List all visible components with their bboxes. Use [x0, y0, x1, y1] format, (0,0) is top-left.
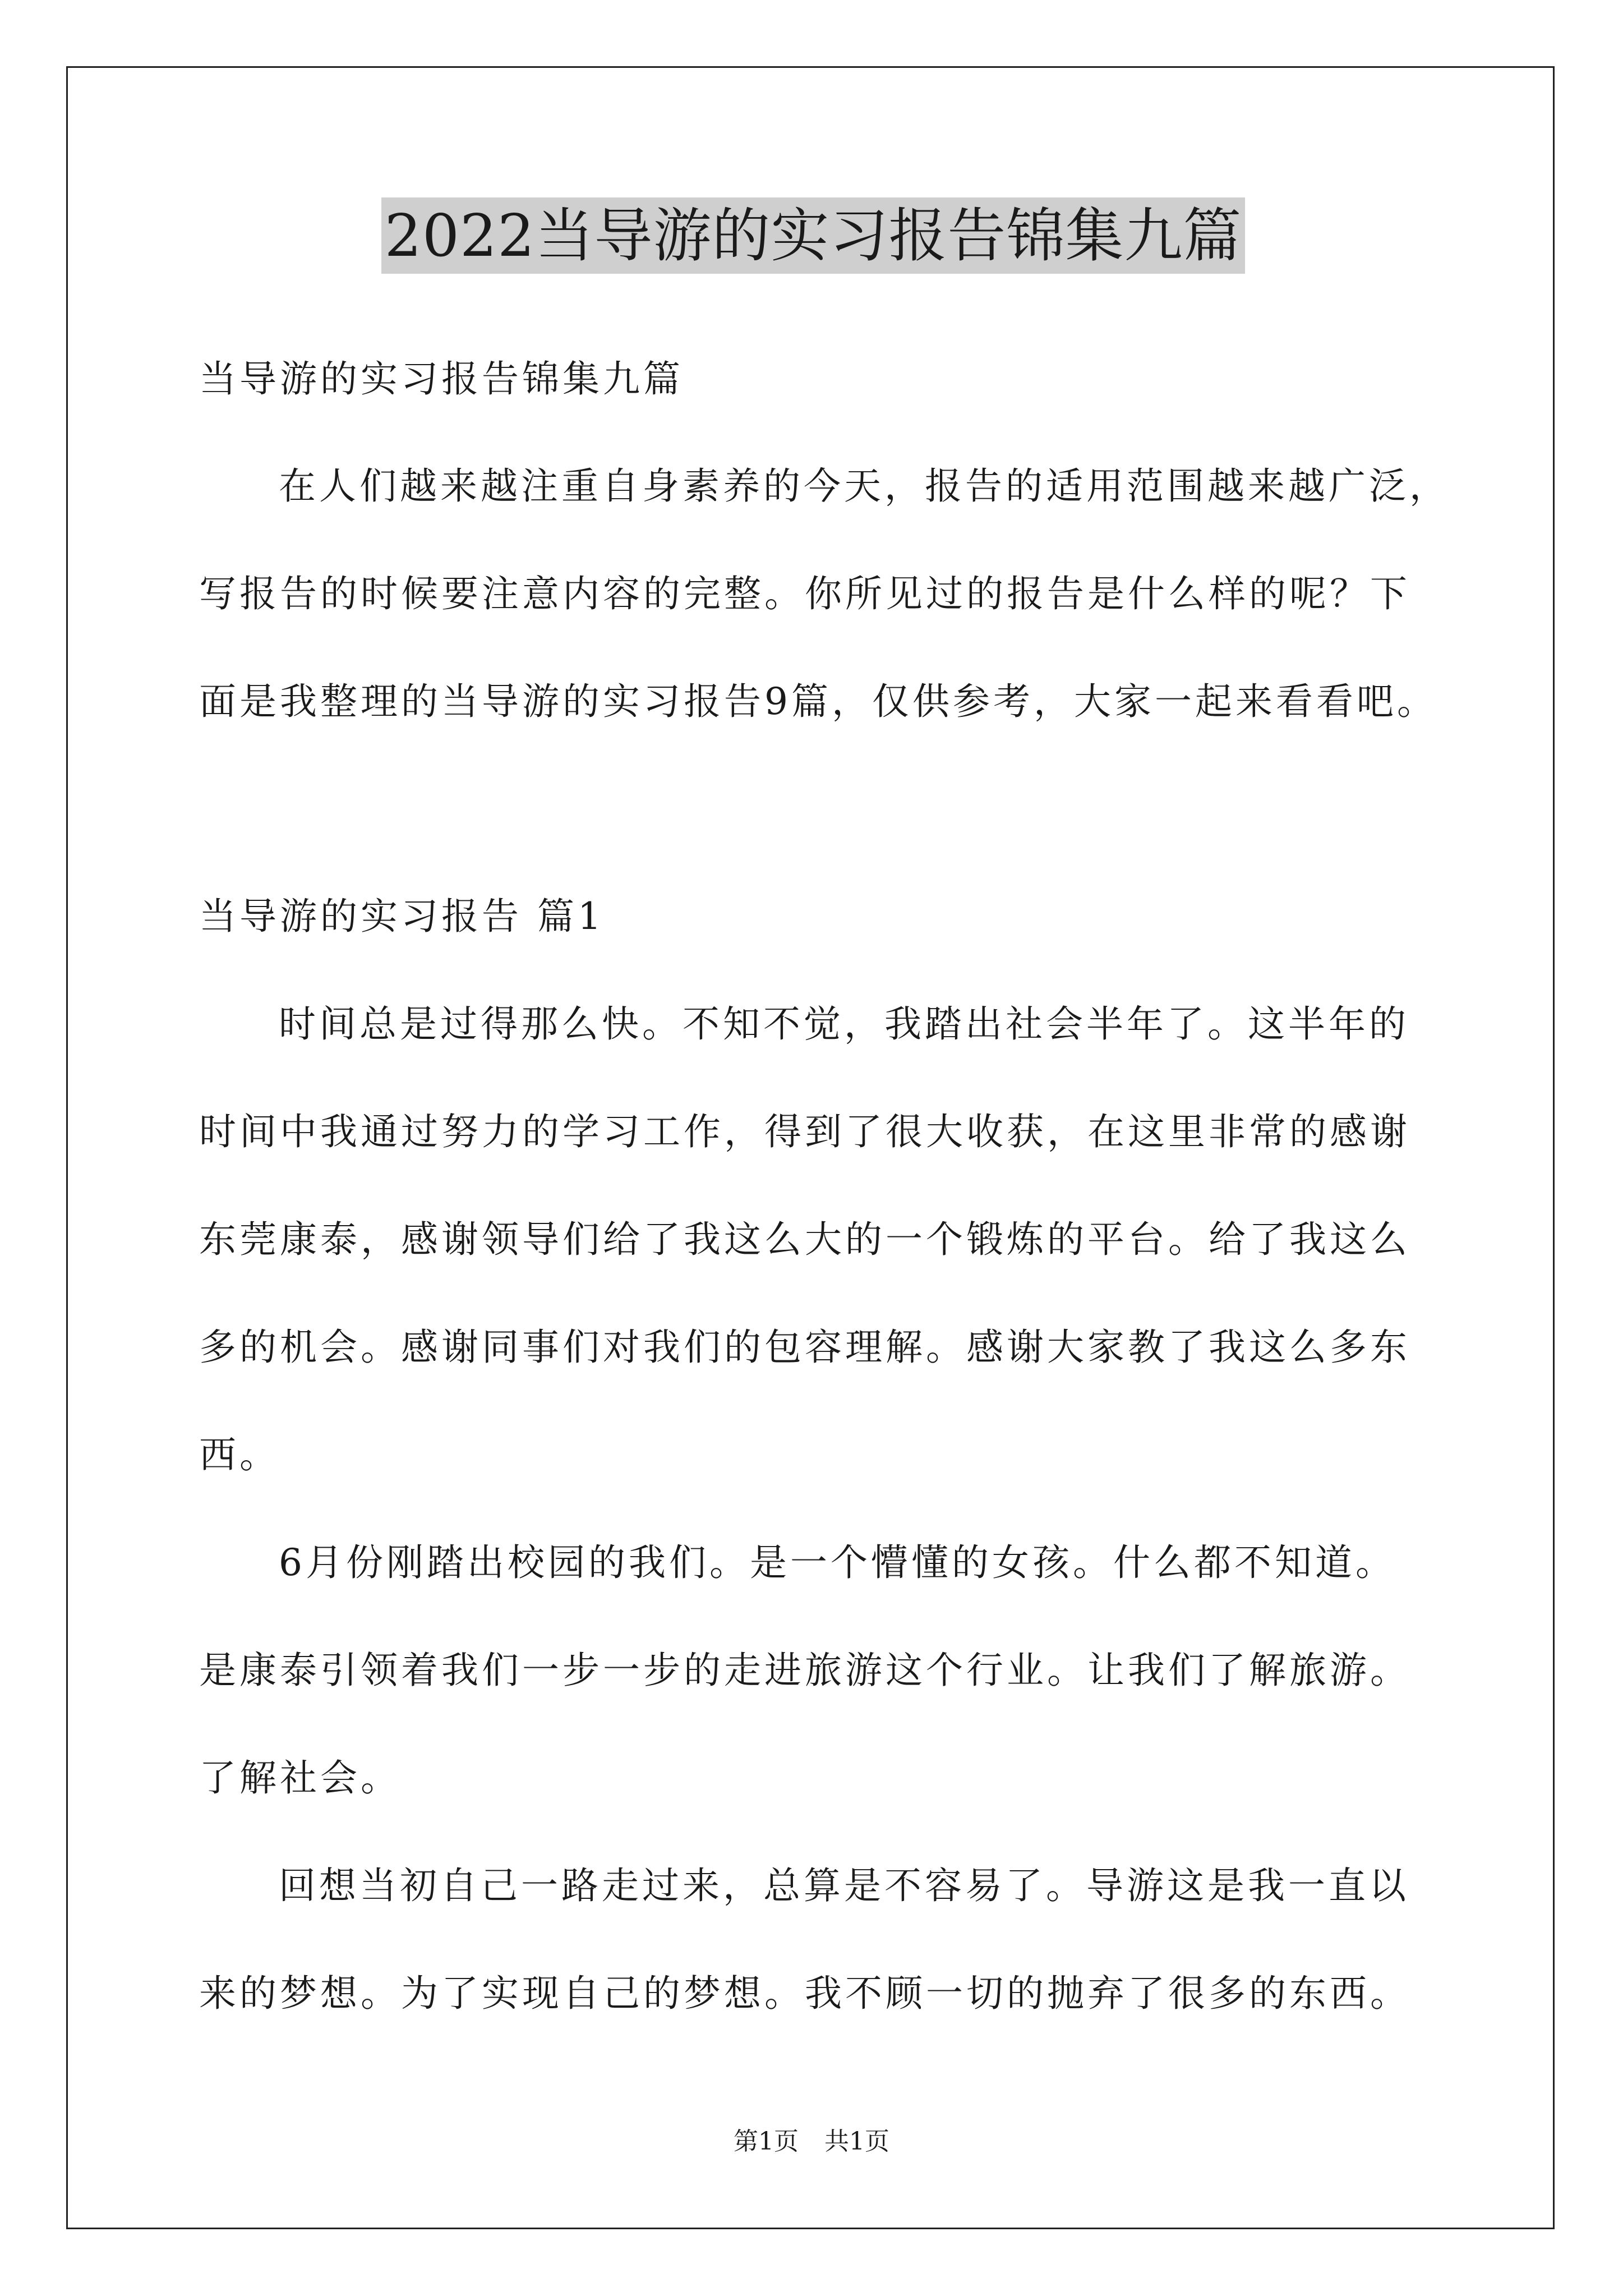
intro-line: 写报告的时候要注意内容的完整。你所见过的报告是什么样的呢？下 [199, 572, 1410, 615]
paragraph-line: 了解社会。 [199, 1756, 401, 1800]
paragraph-line: 是康泰引领着我们一步一步的走进旅游这个行业。让我们了解旅游。 [199, 1649, 1410, 1692]
document-title: 2022当导游的实习报告锦集九篇 [381, 197, 1246, 274]
page-total: 共1页 [824, 2127, 889, 2156]
paragraph-line: 东莞康泰，感谢领导们给了我这么大的一个锻炼的平台。给了我这么 [199, 1218, 1410, 1261]
paragraph-line: 西。 [199, 1433, 280, 1476]
section-heading: 当导游的实习报告 篇1 [199, 895, 605, 938]
paragraph-line: 回想当初自己一路走过来，总算是不容易了。导游这是我一直以 [279, 1864, 1409, 1907]
intro-line: 面是我整理的当导游的实习报告9篇，仅供参考，大家一起来看看吧。 [199, 680, 1437, 723]
intro-line: 在人们越来越注重自身素养的今天，报告的适用范围越来越广泛， [279, 464, 1450, 508]
paragraph-line: 时间总是过得那么快。不知不觉，我踏出社会半年了。这半年的 [279, 1002, 1409, 1046]
page-number: 第1页 [734, 2127, 799, 2156]
paragraph-line: 时间中我通过努力的学习工作，得到了很大收获，在这里非常的感谢 [199, 1110, 1410, 1153]
paragraph-line: 多的机会。感谢同事们对我们的包容理解。感谢大家教了我这么多东 [199, 1326, 1410, 1369]
title-wrap [199, 197, 1427, 274]
paragraph-line: 来的梦想。为了实现自己的梦想。我不顾一切的抛弃了很多的东西。 [199, 1972, 1410, 2015]
page-footer [0, 2126, 1623, 2157]
document-subtitle: 当导游的实习报告锦集九篇 [199, 357, 684, 401]
paragraph-line: 6月份刚踏出校园的我们。是一个懵懂的女孩。什么都不知道。 [279, 1541, 1396, 1584]
